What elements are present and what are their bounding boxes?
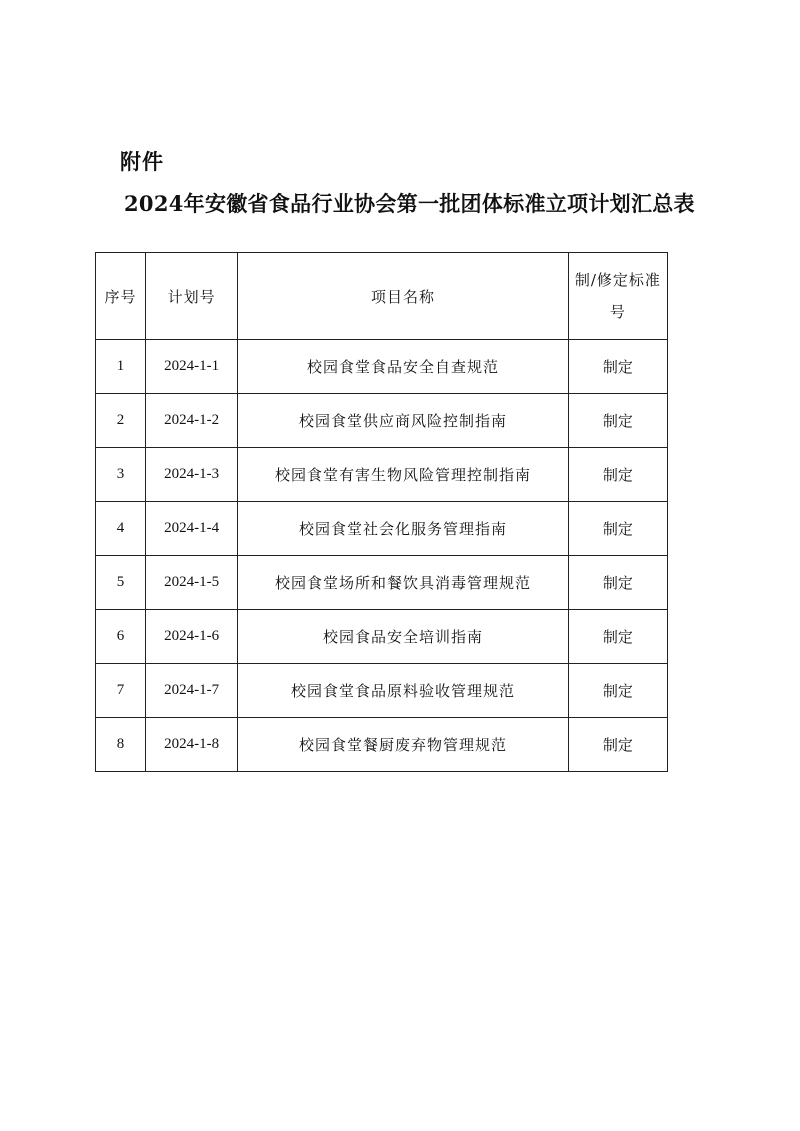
row-plan-no: 2024-1-7 [146,664,238,718]
row-project-name: 校园食堂社会化服务管理指南 [238,502,569,556]
row-standard-type: 制定 [568,664,667,718]
row-seq: 4 [96,502,146,556]
attachment-label: 附件 [120,149,164,174]
table-row [96,610,668,664]
header-standard-type [568,253,667,340]
row-seq: 3 [96,448,146,502]
table-row [96,718,668,772]
header-standard-type-line2: 号 [609,303,626,321]
row-seq: 6 [96,610,146,664]
row-standard-type: 制定 [568,340,667,394]
row-standard-type: 制定 [568,556,667,610]
row-seq: 8 [96,718,146,772]
row-plan-no: 2024-1-6 [146,610,238,664]
row-project-name: 校园食堂食品原料验收管理规范 [238,664,569,718]
document-title: 2024年安徽省食品行业协会第一批团体标准立项计划汇总表 [124,191,695,216]
table-row [96,556,668,610]
row-project-name: 校园食堂食品安全自查规范 [238,340,569,394]
row-plan-no: 2024-1-3 [146,448,238,502]
row-project-name: 校园食堂场所和餐饮具消毒管理规范 [238,556,569,610]
row-standard-type: 制定 [568,448,667,502]
row-project-name: 校园食堂有害生物风险管理控制指南 [238,448,569,502]
table-row [96,502,668,556]
row-plan-no: 2024-1-8 [146,718,238,772]
row-standard-type: 制定 [568,610,667,664]
table-row [96,448,668,502]
table-row [96,394,668,448]
table-header-row [96,253,668,340]
row-plan-no: 2024-1-1 [146,340,238,394]
row-plan-no: 2024-1-4 [146,502,238,556]
row-standard-type: 制定 [568,502,667,556]
header-project-name: 项目名称 [238,253,569,340]
header-standard-type-line1: 制/修定标准 [574,271,661,289]
table-row [96,664,668,718]
row-plan-no: 2024-1-2 [146,394,238,448]
row-seq: 1 [96,340,146,394]
row-seq: 2 [96,394,146,448]
row-seq: 7 [96,664,146,718]
row-project-name: 校园食堂餐厨废弃物管理规范 [238,718,569,772]
row-plan-no: 2024-1-5 [146,556,238,610]
row-standard-type: 制定 [568,718,667,772]
row-project-name: 校园食品安全培训指南 [238,610,569,664]
standards-plan-table [95,252,668,772]
header-plan-no: 计划号 [146,253,238,340]
header-seq: 序号 [96,253,146,340]
row-project-name: 校园食堂供应商风险控制指南 [238,394,569,448]
row-standard-type: 制定 [568,394,667,448]
table-row [96,340,668,394]
row-seq: 5 [96,556,146,610]
